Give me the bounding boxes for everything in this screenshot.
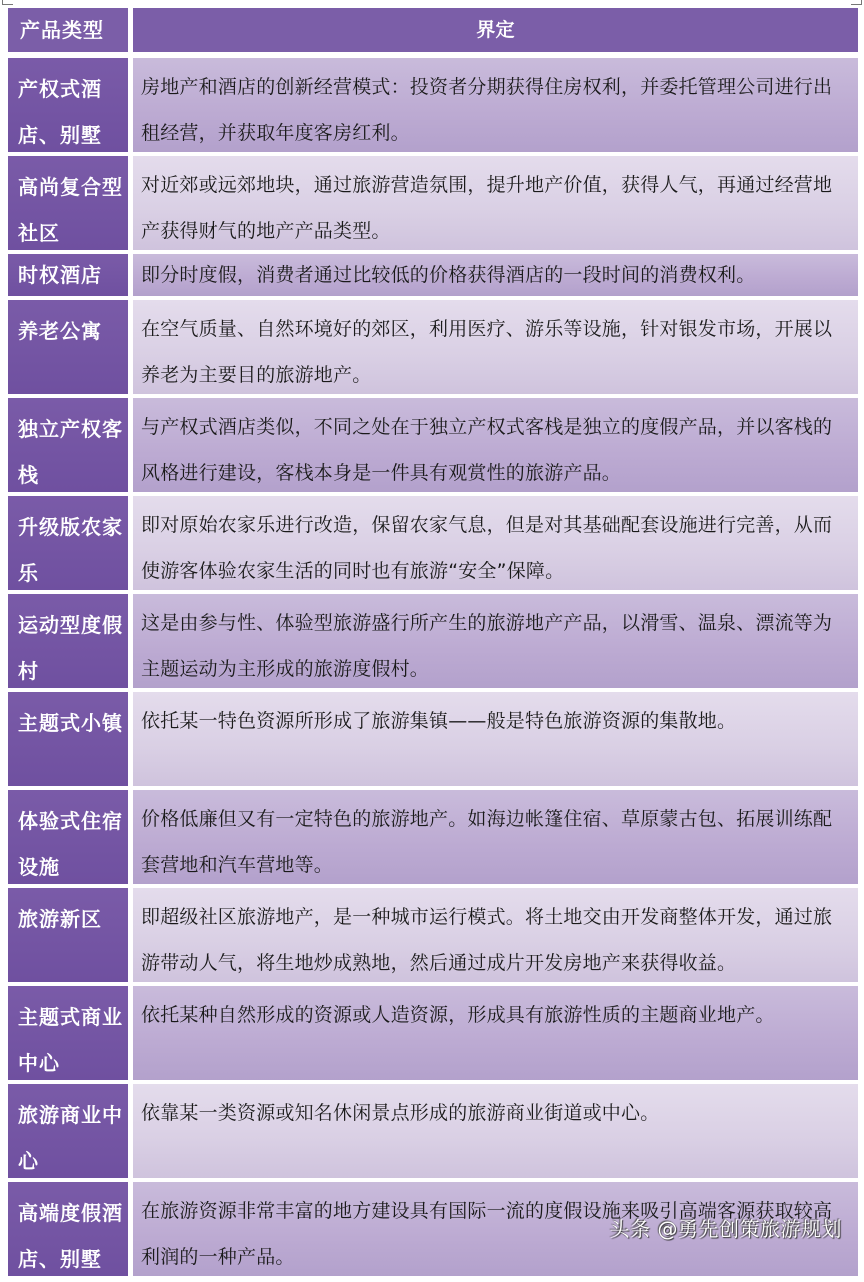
- product-type-cell: 养老公寓: [8, 300, 128, 394]
- definition-cell: 价格低廉但又有一定特色的旅游地产。如海边帐篷住宿、草原蒙古包、拓展训练配套营地和汽车营地等。: [133, 790, 858, 884]
- header-product-type: 产品类型: [8, 8, 128, 52]
- definition-cell: 与产权式酒店类似，不同之处在于独立产权式客栈是独立的度假产品，并以客栈的风格进行建设，客栈本身是一件具有观赏性的旅游产品。: [133, 398, 858, 492]
- table-row: [8, 58, 858, 152]
- definition-cell: 依托某种自然形成的资源或人造资源，形成具有旅游性质的主题商业地产。: [133, 986, 858, 1080]
- product-type-cell: 高尚复合型社区: [8, 156, 128, 250]
- product-type-cell: 主题式小镇: [8, 692, 128, 786]
- definition-cell: 这是由参与性、体验型旅游盛行所产生的旅游地产产品，以滑雪、温泉、漂流等为主题运动为主形成的旅游度假村。: [133, 594, 858, 688]
- product-type-cell: 体验式住宿设施: [8, 790, 128, 884]
- table-row: [8, 300, 858, 394]
- table-row: [8, 790, 858, 884]
- table-row: [8, 1084, 858, 1178]
- definition-cell: 即超级社区旅游地产，是一种城市运行模式。将土地交由开发商整体开发，通过旅游带动人气，将生地炒成熟地，然后通过成片开发房地产来获得收益。: [133, 888, 858, 982]
- definition-cell: 依托某一特色资源所形成了旅游集镇——般是特色旅游资源的集散地。: [133, 692, 858, 786]
- table-row: [8, 254, 858, 296]
- definition-cell: 房地产和酒店的创新经营模式：投资者分期获得住房权利，并委托管理公司进行出租经营，并获取年度客房红利。: [133, 58, 858, 152]
- definition-cell: 依靠某一类资源或知名休闲景点形成的旅游商业街道或中心。: [133, 1084, 858, 1178]
- definition-cell: 对近郊或远郊地块，通过旅游营造氛围，提升地产价值，获得人气，再通过经营地产获得财气的地产产品类型。: [133, 156, 858, 250]
- table-row: [8, 986, 858, 1080]
- product-type-cell: 运动型度假村: [8, 594, 128, 688]
- definition-cell: 即分时度假，消费者通过比较低的价格获得酒店的一段时间的消费权利。: [133, 254, 858, 296]
- product-type-cell: 升级版农家乐: [8, 496, 128, 590]
- definition-cell: 在空气质量、自然环境好的郊区，利用医疗、游乐等设施，针对银发市场，开展以养老为主要目的旅游地产。: [133, 300, 858, 394]
- definition-cell: 在旅游资源非常丰富的地方建设具有国际一流的度假设施来吸引高端客源获取较高利润的一种产品。: [133, 1182, 858, 1276]
- product-type-cell: 产权式酒店、别墅: [8, 58, 128, 152]
- corner-mark-left: [2, 0, 13, 5]
- corner-mark-right: [851, 0, 862, 5]
- table-row: [8, 156, 858, 250]
- product-type-cell: 旅游新区: [8, 888, 128, 982]
- definition-cell: 即对原始农家乐进行改造，保留农家气息，但是对其基础配套设施进行完善，从而使游客体验农家生活的同时也有旅游“安全”保障。: [133, 496, 858, 590]
- header-definition: 界定: [133, 8, 858, 52]
- table-row: [8, 594, 858, 688]
- table-row: [8, 398, 858, 492]
- table-row: [8, 496, 858, 590]
- table-row: [8, 692, 858, 786]
- product-type-cell: 高端度假酒店、别墅: [8, 1182, 128, 1276]
- product-type-cell: 旅游商业中心: [8, 1084, 128, 1178]
- table-row: [8, 888, 858, 982]
- product-type-cell: 时权酒店: [8, 254, 128, 296]
- table-header-row: [8, 8, 858, 52]
- product-type-cell: 主题式商业中心: [8, 986, 128, 1080]
- product-type-cell: 独立产权客栈: [8, 398, 128, 492]
- source-watermark: 头条 @勇先创策旅游规划: [609, 1217, 842, 1241]
- product-type-table: [8, 8, 858, 1280]
